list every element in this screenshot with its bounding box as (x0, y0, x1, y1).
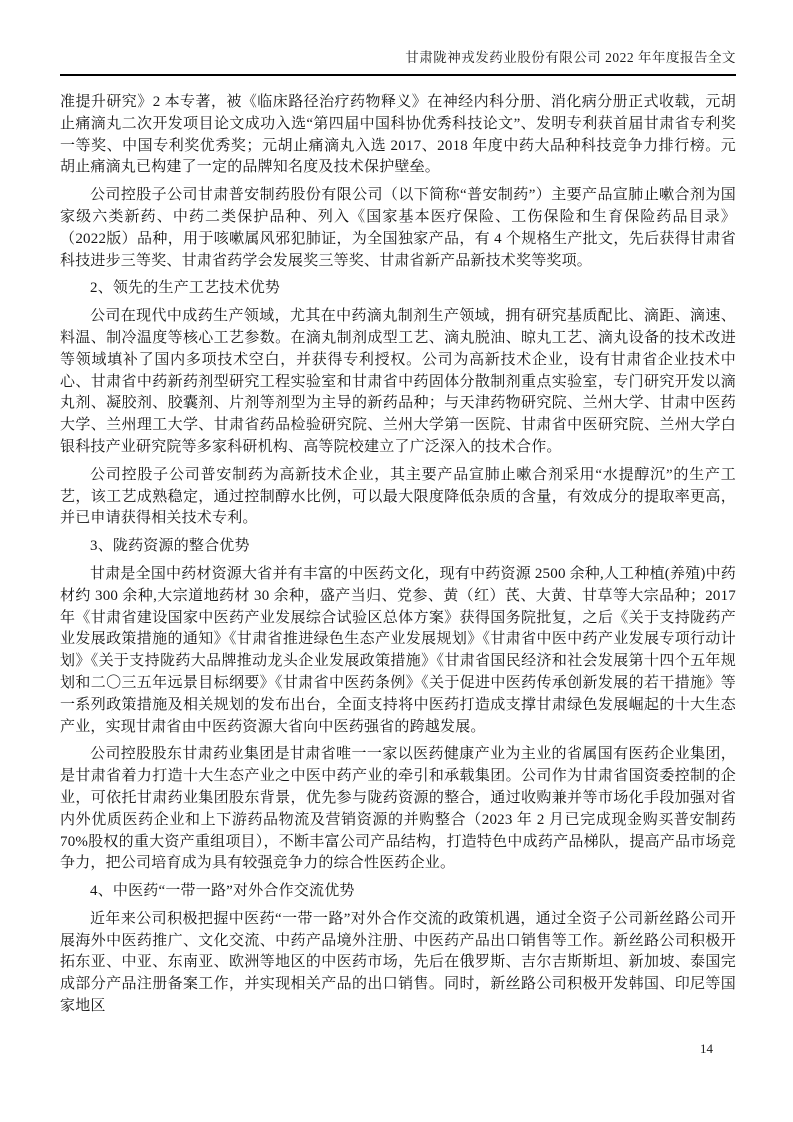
section-heading: 3、陇药资源的整合优势 (90, 538, 250, 555)
section-heading: 4、中医药“一带一路”对外合作交流优势 (90, 883, 355, 900)
header-title: 甘肃陇神戎发药业股份有限公司 2022 年年度报告全文 (405, 50, 736, 65)
paragraph: 公司在现代中成药生产领域，尤其在中药滴丸制剂生产领域，拥有研究基质配比、滴距、滴速、料温、制冷温度等核心工艺参数。在滴丸制剂成型工艺、滴丸脱油、晾丸工艺、滴丸设备的技术改进等领域填补了国内多项技术空白，并获得专利授权。公司为高新技术企业，设有甘肃省企业技术中心、甘肃省中药新药剂型研究工程实验室和甘肃省中药固体分散制剂重点实验室，专门研究开发以滴丸剂、凝胶剂、胶囊剂、片剂等剂型为主导的新药品种；与天津药物研究院、兰州大学、甘肃中医药大学、兰州理工大学、甘肃省药品检验研究院、兰州大学第一医院、甘肃省中医研究院、兰州大学白银科技产业研究院等多家科研机构、高等院校建立了广泛深入的技术合作。 (60, 308, 736, 455)
paragraph: 公司控股子公司普安制药为高新技术企业，其主要产品宣肺止嗽合剂采用“水提醇沉”的生产工艺，该工艺成熟稳定，通过控制醇水比例，可以最大限度降低杂质的含量，有效成分的提取率更高，并已申请获得相关技术专利。 (60, 466, 736, 527)
page-header (60, 0, 736, 67)
paragraph: 准提升研究》2 本专著，被《临床路径治疗药物释义》在神经内科分册、消化病分册正式收载，元胡止痛滴丸二次开发项目论文成功入选“第四届中国科协优秀科技论文”、发明专利获首届甘肃省专利奖一等奖、中国专利奖优秀奖；元胡止痛滴丸入选 2017、2018 年度中药大品种科技竞争力排行榜。元胡止痛滴丸已构建了一定的品牌知名度及技术保护壁垒。 (60, 94, 736, 176)
page-footer (700, 1041, 713, 1057)
paragraph: 公司控股股东甘肃药业集团是甘肃省唯一一家以医药健康产业为主业的省属国有医药企业集团，是甘肃省着力打造十大生态产业之中医中药产业的牵引和承载集团。公司作为甘肃省国资委控制的企业，可依托甘肃药业集团股东背景，优先参与陇药资源的整合，通过收购兼并等市场化手段加强对省内外优质医药企业和上下游药品物流及营销资源的并购整合（2023 年 2 月已完成现金购买普安制药 70%股权的重大资产重组项目），不断丰富公司产品结构，打造特色中成药产品梯队，提高产品市场竞争力，把公司培育成为具有较强竞争力的综合性医药企业。 (60, 746, 736, 872)
page-number: 14 (700, 1041, 713, 1056)
document-body (60, 92, 736, 1018)
section-heading: 2、领先的生产工艺技术优势 (90, 280, 281, 297)
paragraph: 近年来公司积极把握中医药“一带一路”对外合作交流的政策机遇，通过全资子公司新丝路公司开展海外中医药推广、文化交流、中药产品境外注册、中医药产品出口销售等工作。新丝路公司积极开拓东亚、中亚、东南亚、欧洲等地区的中医药市场，先后在俄罗斯、吉尔吉斯斯坦、新加坡、泰国完成部分产品注册备案工作，并实现相关产品的出口销售。同时，新丝路公司积极开发韩国、印尼等国家地区 (60, 910, 736, 1015)
paragraph: 公司控股子公司甘肃普安制药股份有限公司（以下简称“普安制药”）主要产品宣肺止嗽合剂为国家级六类新药、中药二类保护品种、列入《国家基本医疗保险、工伤保险和生育保险药品目录》（2022版）品种，用于咳嗽属风邪犯肺证，为全国独家产品，有 4 个规格生产批文，先后获得甘肃省科技进步三等奖、甘肃省药学会发展奖三等奖、甘肃省新产品新技术奖等奖项。 (60, 187, 736, 269)
paragraph: 甘肃是全国中药材资源大省并有丰富的中医药文化，现有中药资源 2500 余种,人工种植(养殖)中药材约 300 余种,大宗道地药材 30 余种，盛产当归、党参、黄（红）芪、大黄、甘草等大宗品种；2017 年《甘肃省建设国家中医药产业发展综合试验区总体方案》获得国务院批复，之后《关于支持陇药产业发展政策措施的通知》《甘肃省推进绿色生态产业发展规划》《甘肃省中医中药产业发展专项行动计划》《关于支持陇药大品牌推动龙头企业发展政策措施》《甘肃省国民经济和社会发展第十四个五年规划和二〇三五年远景目标纲要》《甘肃省中医药条例》《关于促进中医药传承创新发展的若干措施》等一系列政策措施及相关规划的发布出台，全面支持将中医药打造成支撑甘肃绿色发展崛起的十大生态产业，实现甘肃省由中医药资源大省向中医药强省的跨越发展。 (60, 565, 736, 735)
header-divider (60, 74, 736, 76)
